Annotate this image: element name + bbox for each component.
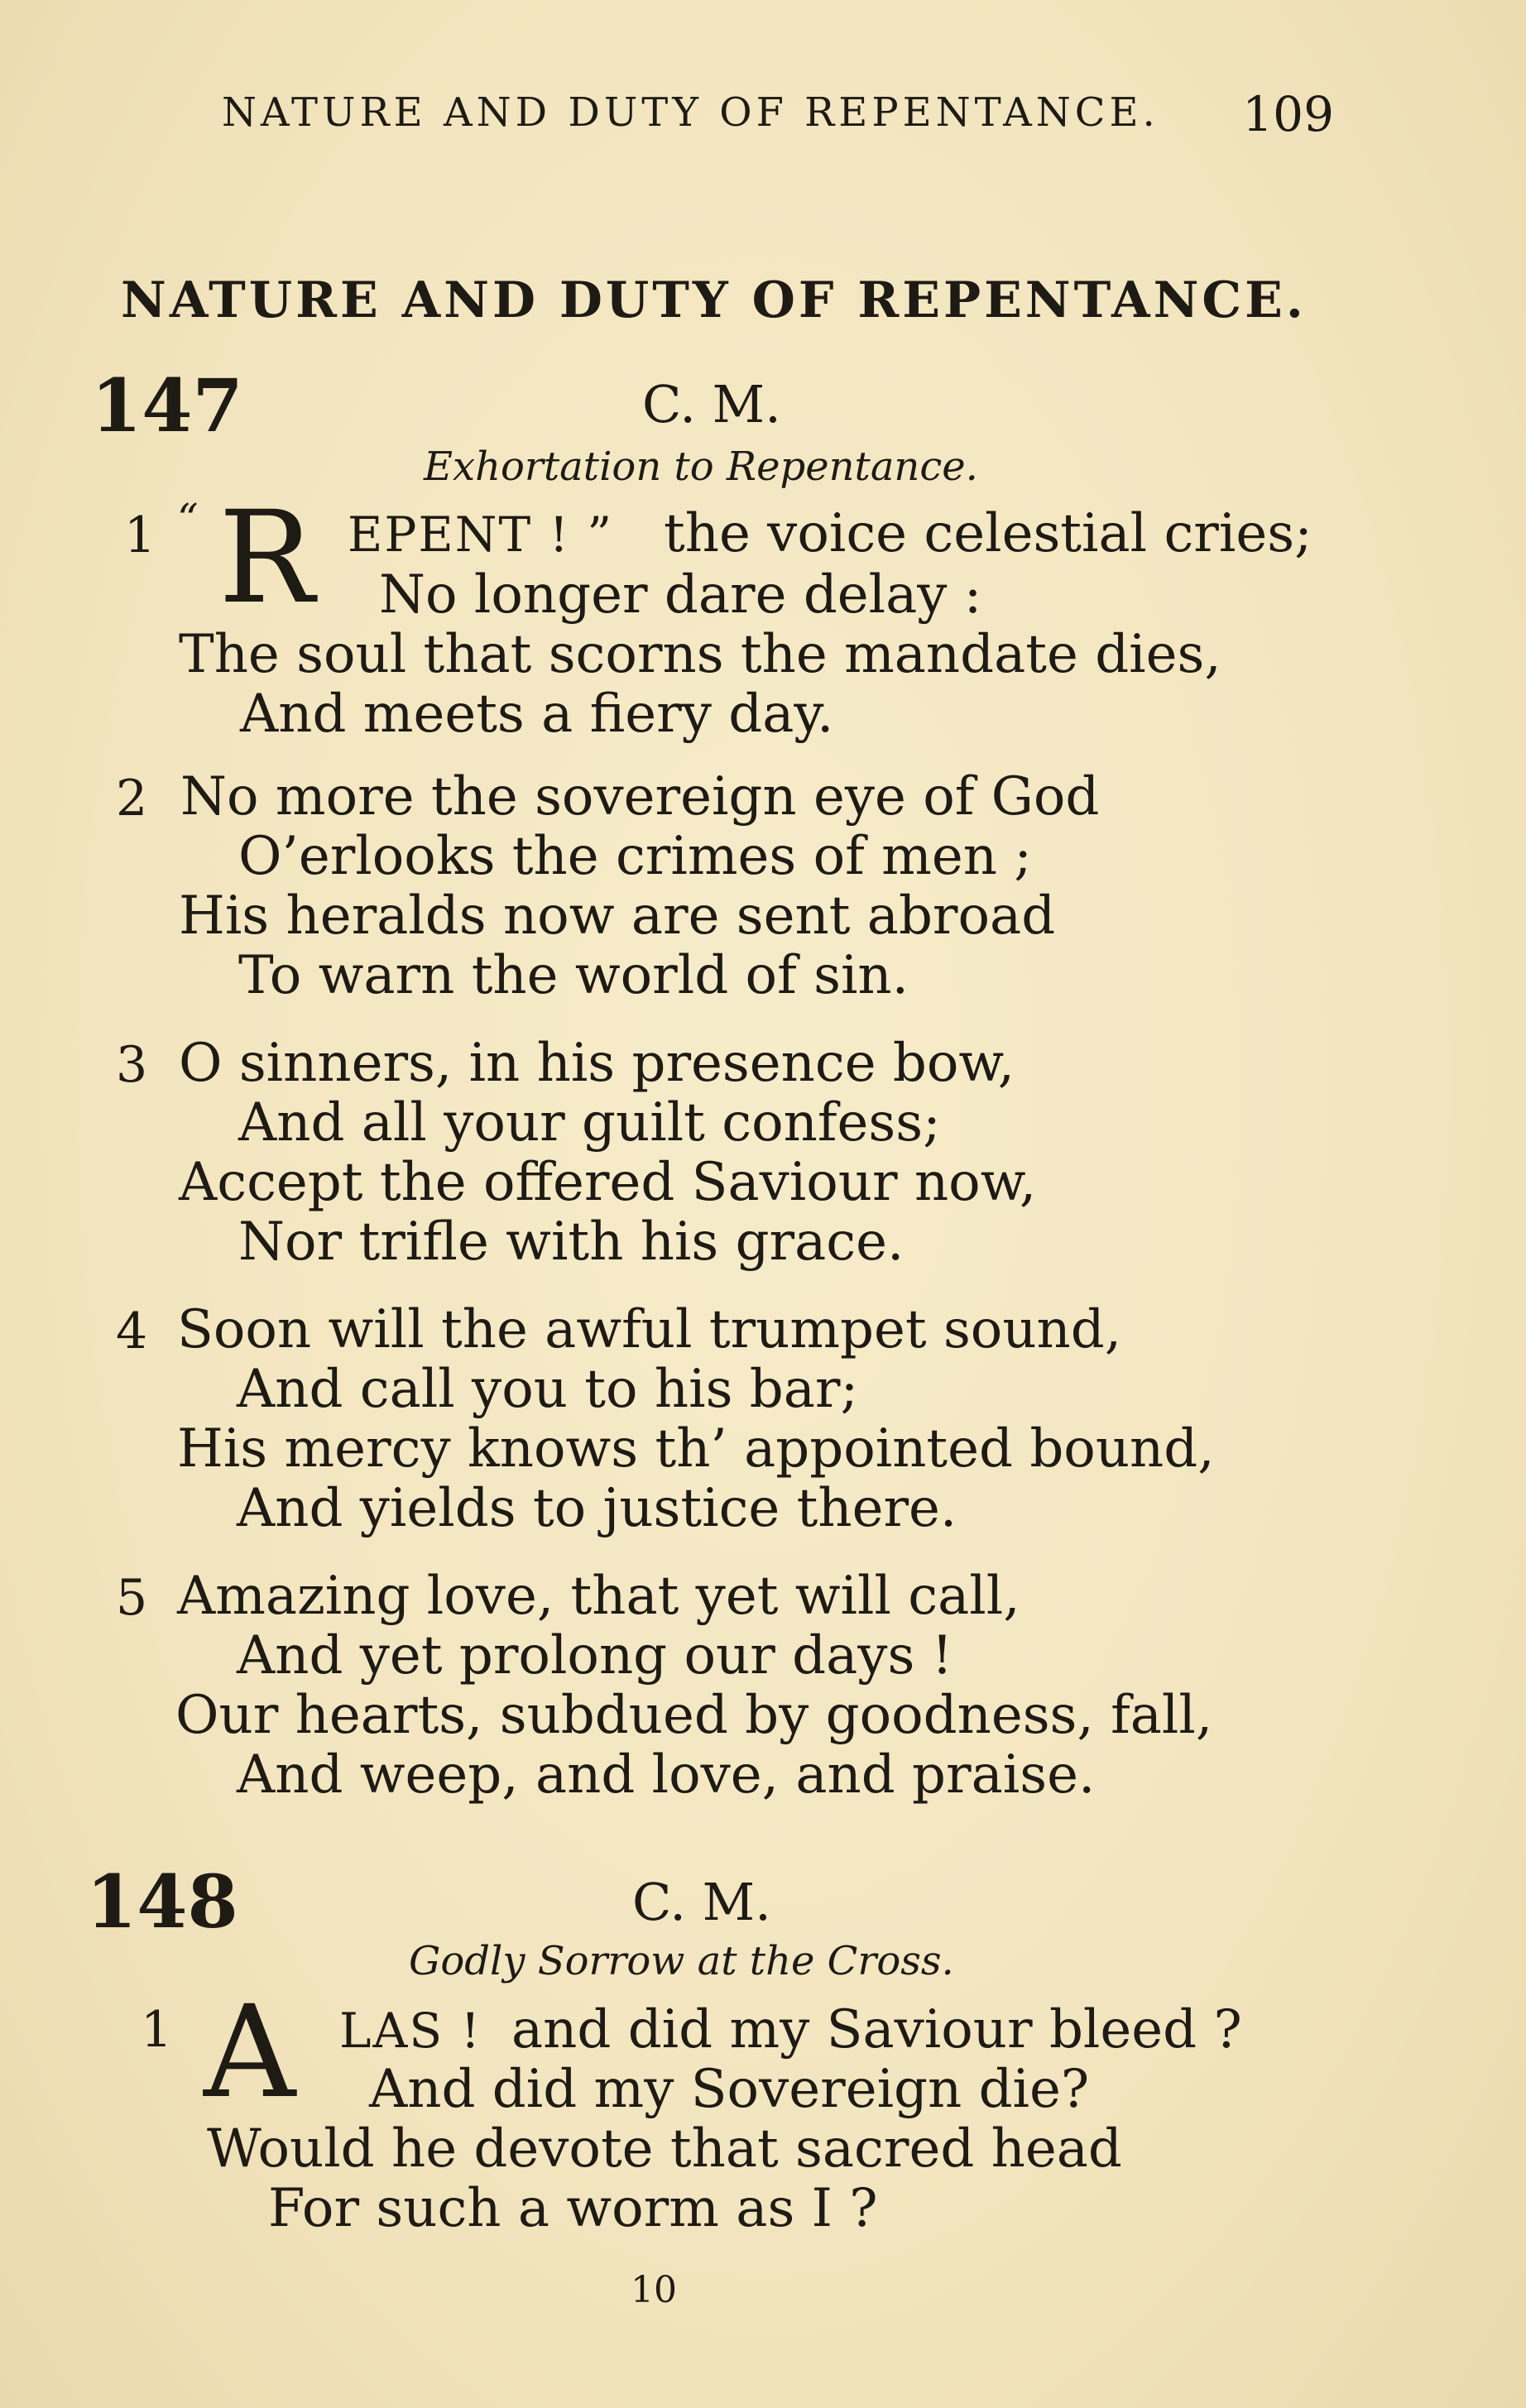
verse-line: And yields to justice there. — [237, 1478, 957, 1539]
verse-number: 1 — [141, 2001, 173, 2059]
hymn-number: 147 — [91, 362, 243, 449]
verse-line: the voice celestial cries; — [664, 503, 1312, 564]
first-line-caps: LAS ! — [339, 2003, 482, 2059]
verse-line: Nor trifle with his grace. — [238, 1211, 905, 1273]
hymn-subtitle: Exhortation to Repentance. — [424, 444, 978, 490]
verse-line: No more the sovereign eye of God — [180, 766, 1100, 827]
opening-quote: “ — [177, 495, 199, 543]
first-line-caps: EPENT ! ” — [348, 506, 613, 563]
verse-line: Amazing love, that yet will call, — [177, 1566, 1020, 1627]
verse-line: O’erlooks the crimes of men ; — [238, 826, 1032, 887]
verse-number: 5 — [116, 1569, 148, 1627]
hymn-subtitle: Godly Sorrow at the Cross. — [409, 1938, 954, 1984]
verse-line: And weep, and love, and praise. — [237, 1744, 1096, 1806]
hymn-meter: C. M. — [632, 1872, 771, 1932]
hymn-number: 148 — [86, 1859, 238, 1945]
section-title: NATURE AND DUTY OF REPENTANCE. — [121, 271, 1307, 329]
verse-line: The soul that scorns the mandate dies, — [179, 624, 1221, 685]
drop-cap: R — [218, 484, 314, 632]
printer-signature: 10 — [631, 2269, 677, 2311]
drop-cap: A — [204, 1979, 296, 2127]
verse-line: For such a worm as I ? — [268, 2178, 878, 2239]
verse-number: 1 — [124, 506, 156, 564]
verse-line: Would he devote that sacred head — [207, 2118, 1122, 2180]
verse-number: 4 — [116, 1302, 148, 1360]
verse-line: And meets a fiery day. — [240, 684, 834, 745]
verse-line: His mercy knows th’ appointed bound, — [177, 1418, 1215, 1480]
verse-line: Soon will the awful trumpet sound, — [177, 1299, 1122, 1360]
verse-line: No longer dare delay : — [379, 564, 982, 626]
verse-line: Our hearts, subdued by goodness, fall, — [175, 1685, 1213, 1746]
page-number: 109 — [1242, 86, 1334, 142]
verse-line: To warn the world of sin. — [238, 945, 909, 1006]
verse-line: O sinners, in his presence bow, — [179, 1033, 1015, 1094]
verse-line: and did my Saviour bleed ? — [511, 1999, 1242, 2060]
verse-line: Accept the offered Saviour now, — [179, 1152, 1037, 1213]
verse-line: And all your guilt confess; — [238, 1092, 941, 1154]
running-header: NATURE AND DUTY OF REPENTANCE. — [222, 89, 1159, 136]
verse-number: 3 — [116, 1036, 148, 1094]
verse-number: 2 — [116, 770, 148, 827]
verse-line: His heralds now are sent abroad — [179, 885, 1056, 947]
verse-line: And did my Sovereign die? — [369, 2059, 1090, 2120]
verse-line: And call you to his bar; — [237, 1359, 859, 1420]
hymn-meter: C. M. — [642, 374, 781, 434]
verse-line: And yet prolong our days ! — [237, 1625, 953, 1686]
